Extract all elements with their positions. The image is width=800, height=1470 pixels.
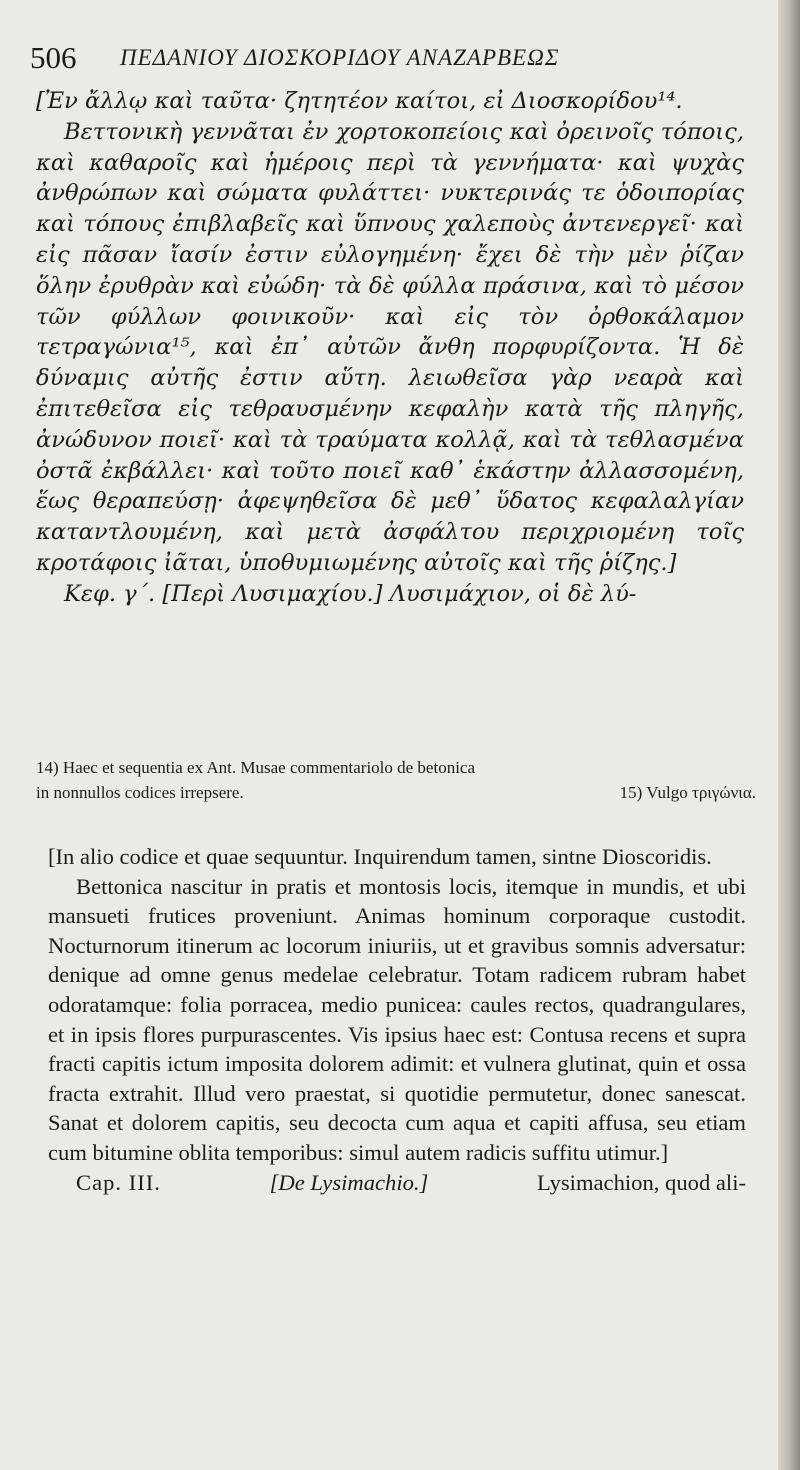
footnote-14: 14) Haec et sequentia ex Ant. Musae commentariolo de betonica xyxy=(36,758,476,777)
greek-chapter-text: Λυσιμάχιον, οἱ δὲ λύ- xyxy=(389,580,637,607)
greek-chapter-title: [Περὶ Λυσιμαχίου.] xyxy=(162,580,383,607)
greek-chapter-label: Κεφ. γ΄. xyxy=(64,580,156,607)
page-number: 506 xyxy=(30,40,77,75)
latin-text-block xyxy=(48,842,746,1197)
running-head xyxy=(30,38,750,78)
latin-chapter-title: [De Lysimachio.] xyxy=(269,1169,429,1195)
latin-chapter-text: Lysimachion, quod ali- xyxy=(537,1169,746,1195)
greek-paragraph-intro: [Ἐν ἄλλῳ καὶ ταῦτα· ζητητέον καίτοι, εἰ Διοσκορίδου¹⁴. xyxy=(36,88,683,114)
greek-text-block xyxy=(36,86,744,610)
footnote-14-continuation: in nonnullos codices irrepsere. xyxy=(36,783,244,802)
running-title: ΠΕΔΑΝΙΟΥ ΔΙΟΣΚΟΡΙΔΟΥ ΑΝΑΖΑΡΒΕΩΣ xyxy=(120,45,560,70)
footnote-line-2 xyxy=(36,780,756,805)
page-edge-shadow xyxy=(778,0,800,1470)
greek-chapter-line xyxy=(36,579,744,610)
latin-paragraph-intro: [In alio codice et quae sequuntur. Inquirendum tamen, sintne Dioscoridis. xyxy=(48,844,712,869)
latin-chapter-line xyxy=(48,1168,746,1198)
footnote-15: 15) Vulgo τριγώνια. xyxy=(619,783,756,802)
latin-chapter-label: Cap. III. xyxy=(76,1169,161,1195)
latin-paragraph-betonica: Bettonica nascitur in pratis et montosis locis, itemque in mundis, et ubi mansueti frutices proveniunt. Animas hominum corporaque custodit. Nocturnorum itinerum ac locorum iniuriis, ut et gravibus somnis adversatur: denique ad omne genus medelae celebratur. Totam radicem rubram habet odoratamque: folia porracea, medio punicea: caules rectos, quadrangulares, et in ipsis flores purpurascentes. Vis ipsius haec est: Contusa recens et supra fracti capitis ictum imposita dolorem adimit: et vulnera glutinat, quin et ossa fracta extrahit. Illud vero praestat, si quotidie permutetur, donec sanescat. Sanat et dolorem capitis, seu decocta cum aqua et capiti affusa, seu etiam cum bitumine oblita temporibus: simul autem radicis suffitu utimur.] xyxy=(48,873,746,1165)
footnotes xyxy=(36,755,756,805)
greek-paragraph-betonica: Βεττονικὴ γεννᾶται ἐν χορτοκοπείοις καὶ ὀρεινοῖς τόποις, καὶ καθαροῖς καὶ ἡμέροις περὶ τὰ γεννήματα· καὶ ψυχὰς ἀνθρώπων καὶ σώματα φυλάττει· νυκτερινάς τε ὁδοιπορίας καὶ τόπους ἐπιβλαβεῖς καὶ ὕπνους χαλεποὺς ἀντενεργεῖ· καὶ εἰς πᾶσαν ἴασίν ἐστιν εὐλογημένη· ἔχει δὲ τὴν μὲν ῥίζαν ὅλην ἐρυθρὰν καὶ εὐώδη· τὰ δὲ φύλλα πράσινα, καὶ τὸ μέσον τῶν φύλλων φοινικοῦν· καὶ εἰς τὸν ὀρθοκάλαμον τετραγώνια¹⁵, καὶ ἐπ᾽ αὐτῶν ἄνθη πορφυρίζοντα. Ἡ δὲ δύναμις αὐτῆς ἐστιν αὕτη. λειωθεῖσα γὰρ νεαρὰ καὶ ἐπιτεθεῖσα εἰς τεθραυσμένην κεφαλὴν κατὰ τῆς πληγῆς, ἀνώδυνον ποιεῖ· καὶ τὰ τραύματα κολλᾷ, καὶ τὰ τεθλασμένα ὀστᾶ ἐκβάλλει· καὶ τοῦτο ποιεῖ καθ᾽ ἑκάστην ἀλλασσομένη, ἕως θεραπεύσῃ· ἀφεψηθεῖσα δὲ μεθ᾽ ὕδατος κεφαλαλγίαν καταντλουμένη, καὶ μετὰ ἀσφάλτου περιχριομένη τοῖς κροτάφοις ἰᾶται, ὑποθυμιωμένης αὐτοῖς καὶ τῆς ῥίζης.] xyxy=(36,118,744,576)
